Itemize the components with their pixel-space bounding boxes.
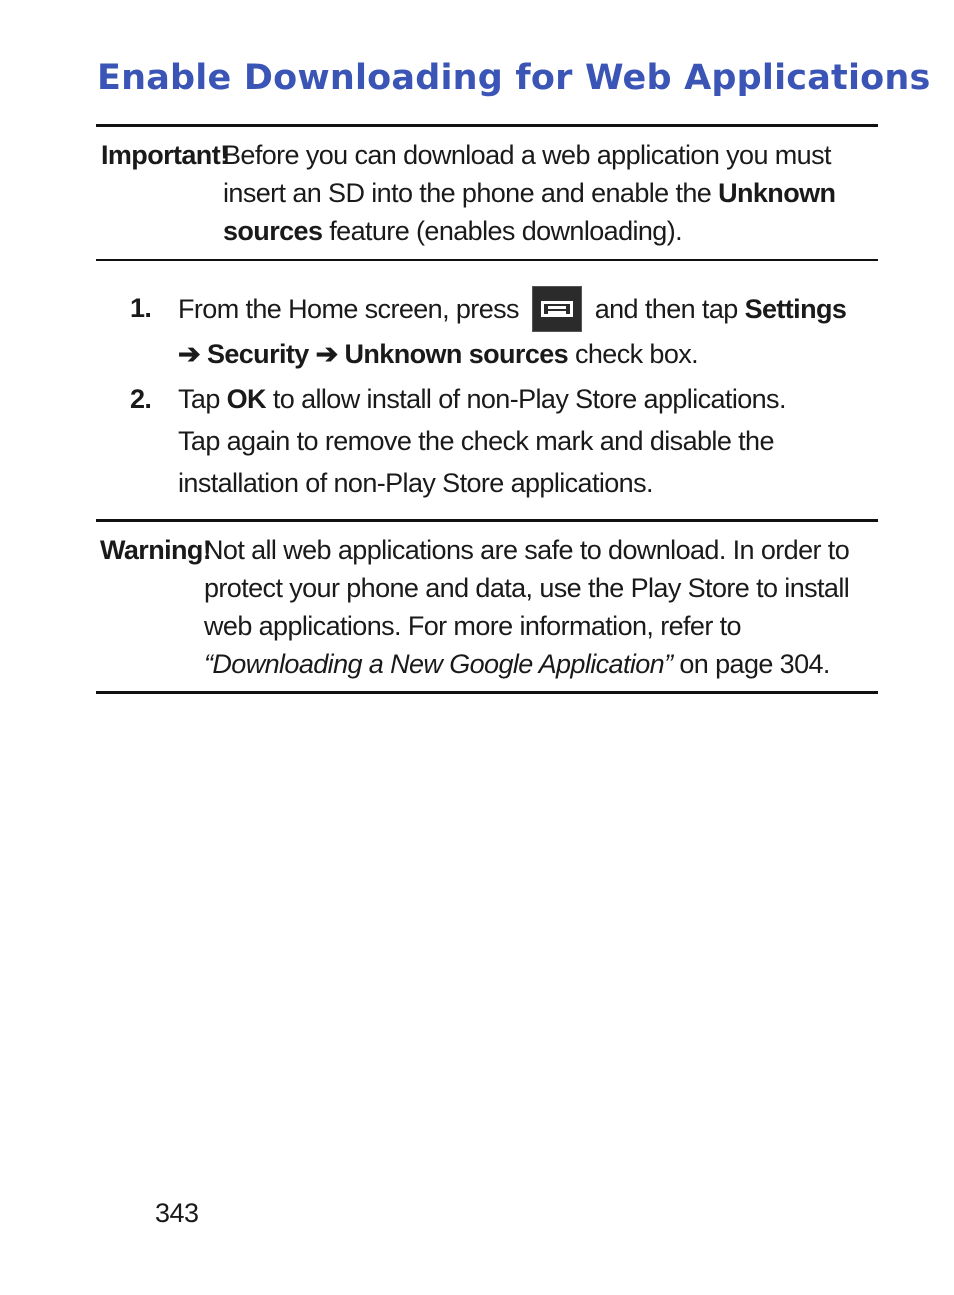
step-2-text-3: Tap again to remove the check mark and disable the installation of non-Play Store applications. — [178, 426, 774, 498]
ok-label: OK — [226, 384, 266, 414]
security-label: Security — [206, 339, 309, 369]
warning-text — [100, 531, 870, 683]
step-number: 2. — [130, 384, 152, 414]
bottom-rule — [96, 691, 878, 694]
arrow-icon: ➔ — [178, 339, 207, 369]
cross-reference-link[interactable]: “Downloading a New Google Application” — [204, 649, 673, 679]
step-2-text-2: to allow install of non-Play Store applications. — [265, 384, 786, 414]
step-number: 1. — [130, 293, 152, 323]
warning-top-rule — [96, 519, 878, 522]
step-2-text-1: Tap — [178, 384, 227, 414]
arrow-icon: ➔ — [308, 339, 345, 369]
page-title: Enable Downloading for Web Applications — [97, 58, 931, 98]
step-1 — [128, 286, 868, 376]
page-number: 343 — [155, 1198, 199, 1228]
menu-key-icon — [532, 286, 582, 332]
top-rule — [96, 124, 878, 127]
step-1-text-1: From the Home screen, press — [178, 294, 526, 324]
important-text-2: feature (enables downloading). — [322, 216, 683, 246]
warning-text-2: on page 304. — [672, 649, 830, 679]
unknown-sources-label: Unknown sources — [344, 339, 569, 369]
step-1-text-3: check box. — [568, 339, 699, 369]
steps-list — [128, 286, 868, 504]
warning-label: Warning! — [100, 535, 212, 565]
important-text-1: Before you can download a web application you must insert an SD into the phone and enable the — [223, 140, 831, 208]
important-note — [101, 136, 871, 250]
important-bottom-rule — [96, 259, 878, 261]
step-2 — [128, 378, 868, 504]
important-unknown-sources: Unknown sources — [223, 178, 836, 246]
menu-lines-icon — [541, 301, 573, 317]
step-1-text-2: and then tap — [587, 294, 745, 324]
warning-text-1: Not all web applications are safe to download. In order to protect your phone and data, use the Play Store to install web applications. For more information, refer to — [204, 535, 850, 641]
important-label: Important! — [101, 140, 229, 170]
settings-label: Settings — [744, 294, 847, 324]
warning-note — [100, 531, 870, 683]
